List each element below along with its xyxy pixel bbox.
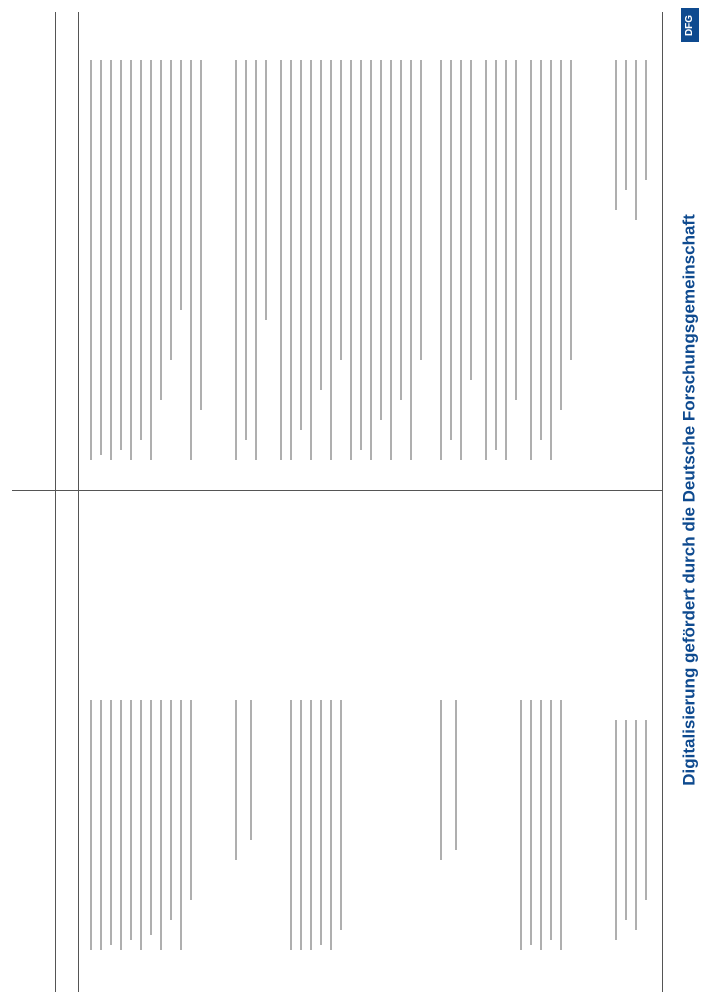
text-line bbox=[320, 60, 322, 390]
text-line bbox=[420, 60, 422, 360]
text-line bbox=[470, 60, 472, 380]
text-line bbox=[160, 700, 162, 950]
text-line bbox=[505, 60, 507, 460]
text-line bbox=[330, 60, 332, 460]
text-line bbox=[550, 700, 552, 940]
text-line bbox=[290, 700, 292, 950]
text-line bbox=[350, 60, 352, 460]
text-line bbox=[625, 60, 627, 190]
text-line bbox=[645, 720, 647, 900]
text-line bbox=[245, 60, 247, 440]
text-line bbox=[310, 60, 312, 460]
text-line bbox=[340, 60, 342, 360]
text-line bbox=[615, 60, 617, 210]
text-line bbox=[495, 60, 497, 450]
text-line bbox=[550, 60, 552, 460]
text-line bbox=[625, 720, 627, 920]
text-line bbox=[540, 60, 542, 440]
text-line bbox=[100, 60, 102, 455]
column-rule bbox=[55, 12, 56, 992]
text-line bbox=[300, 700, 302, 950]
text-line bbox=[100, 700, 102, 950]
text-line bbox=[170, 700, 172, 920]
text-line bbox=[330, 700, 332, 950]
text-line bbox=[190, 700, 192, 900]
text-line bbox=[235, 700, 237, 860]
text-line bbox=[130, 700, 132, 940]
text-line bbox=[180, 60, 182, 310]
text-line bbox=[90, 60, 92, 460]
text-line bbox=[635, 60, 637, 220]
text-line bbox=[455, 700, 457, 850]
text-line bbox=[150, 60, 152, 460]
table-rule bbox=[12, 490, 662, 491]
text-line bbox=[615, 720, 617, 940]
text-line bbox=[120, 60, 122, 450]
digitization-banner bbox=[672, 0, 707, 1000]
text-line bbox=[255, 60, 257, 460]
banner-text: Digitalisierung gefördert durch die Deutsche Forschungsgemeinschaft bbox=[679, 214, 699, 786]
dfg-logo-icon bbox=[681, 8, 699, 42]
text-line bbox=[530, 60, 532, 460]
text-line bbox=[140, 700, 142, 950]
text-line bbox=[645, 60, 647, 180]
text-line bbox=[180, 700, 182, 950]
text-line bbox=[170, 60, 172, 360]
text-line bbox=[200, 60, 202, 410]
text-line bbox=[440, 60, 442, 460]
text-line bbox=[190, 60, 192, 460]
text-line bbox=[140, 60, 142, 440]
text-line bbox=[250, 700, 252, 840]
text-line bbox=[130, 60, 132, 460]
text-line bbox=[530, 700, 532, 945]
text-line bbox=[460, 60, 462, 460]
text-line bbox=[560, 60, 562, 410]
text-line bbox=[440, 700, 442, 860]
text-line bbox=[290, 60, 292, 460]
text-line bbox=[150, 700, 152, 935]
text-line bbox=[400, 60, 402, 400]
text-line bbox=[390, 60, 392, 460]
text-line bbox=[635, 720, 637, 930]
text-line bbox=[235, 60, 237, 460]
text-line bbox=[160, 60, 162, 400]
text-line bbox=[360, 60, 362, 450]
text-line bbox=[520, 700, 522, 950]
text-line bbox=[300, 60, 302, 430]
text-line bbox=[265, 60, 267, 320]
text-line bbox=[560, 700, 562, 950]
text-line bbox=[90, 700, 92, 950]
text-line bbox=[340, 700, 342, 930]
text-line bbox=[320, 700, 322, 945]
text-line bbox=[110, 60, 112, 460]
text-line bbox=[110, 700, 112, 945]
text-line bbox=[120, 700, 122, 950]
text-line bbox=[410, 60, 412, 460]
text-line bbox=[310, 700, 312, 950]
text-line bbox=[380, 60, 382, 420]
text-line bbox=[450, 60, 452, 440]
text-line bbox=[370, 60, 372, 460]
logo-text: DFG bbox=[684, 14, 696, 36]
column-rule bbox=[78, 12, 79, 992]
text-line bbox=[540, 700, 542, 950]
text-line bbox=[570, 60, 572, 360]
column-rule bbox=[662, 12, 663, 992]
text-line bbox=[280, 60, 282, 460]
text-line bbox=[485, 60, 487, 460]
text-line bbox=[515, 60, 517, 400]
